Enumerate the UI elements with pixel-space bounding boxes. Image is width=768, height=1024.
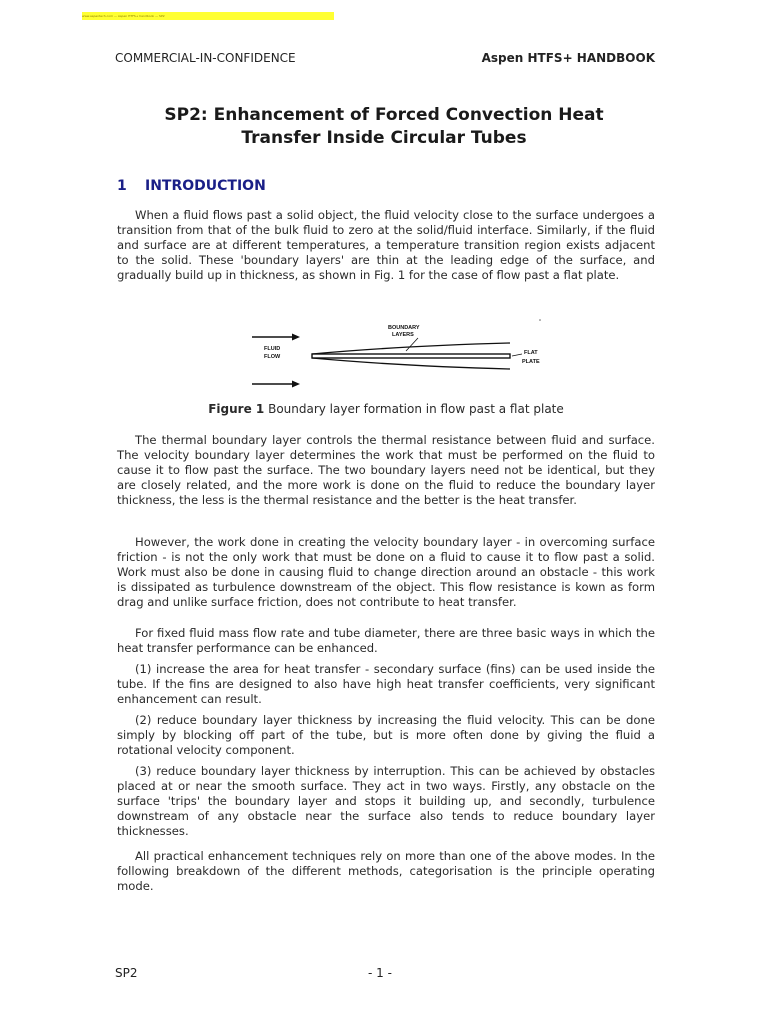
figure-label: Figure 1: [208, 402, 265, 416]
title-line-1: SP2: Enhancement of Forced Convection Heat: [164, 105, 604, 125]
paragraph-thermal: The thermal boundary layer controls the thermal resistance between fluid and surface. The velocity boundary layer determines the work that must be performed on the fluid to cause it to flow past the surface. The two boundary layers need not be identical, but they are closely related, and the more work is done on the fluid to reduce the boundary layer thickness, the less is the thermal resistance and the better is the heat transfer.: [117, 433, 655, 507]
paragraph-mode-1: (1) increase the area for heat transfer - secondary surface (fins) can be used inside the tube. If the fins are designed to also have high heat transfer coefficients, very significant enhancement can result.: [117, 662, 655, 706]
page-header: [115, 51, 655, 65]
paragraph-intro: When a fluid flows past a solid object, the fluid velocity close to the surface undergoes a transition from that of the bulk fluid to zero at the solid/fluid interface. Similarly, if the fluid and surface are at different temperatures, a temperature transition region exists adjacent to the solid. These 'boundary layers' are thin at the leading edge of the surface, and gradually build up in thickness, as shown in Fig. 1 for the case of flow past a flat plate.: [117, 208, 655, 282]
label-plate: PLATE: [522, 359, 540, 365]
paragraph-mode-3: (3) reduce boundary layer thickness by interruption. This can be achieved by obstacles placed at or near the smooth surface. They act in two ways. Firstly, any obstacle on the surface 'trips' the boundary layer and stops it building up, and secondly, turbulence downstream of any obstacle near the surface also tends to reduce boundary layer thicknesses.: [117, 764, 655, 838]
boundary-layer-lower: [312, 358, 510, 369]
paragraph-form-drag: However, the work done in creating the velocity boundary layer - in overcoming surface friction - is not the only work that must be done on a fluid to cause it to flow past a solid. Work must also be done in causing fluid to change direction around an obstacle - this work is dissipated as turbulence downstream of the object. This flow resistance is kown as form drag and unlike surface friction, does not contribute to heat transfer.: [117, 535, 655, 609]
figure-boundary-layer: [250, 318, 550, 393]
figure-caption-text: Boundary layer formation in flow past a flat plate: [264, 402, 564, 416]
label-flow: FLOW: [264, 354, 281, 360]
handbook-title: Aspen HTFS+ HANDBOOK: [481, 51, 655, 65]
confidentiality-label: COMMERCIAL-IN-CONFIDENCE: [115, 51, 296, 65]
document-title: [100, 104, 668, 150]
flow-arrow-top: [252, 334, 300, 341]
footer-section-code: SP2: [115, 966, 138, 980]
boundary-layer-upper: [312, 343, 510, 354]
page-number: - 1 -: [368, 966, 392, 980]
page-footer: [115, 966, 655, 980]
section-title: INTRODUCTION: [145, 178, 266, 194]
section-heading: [117, 178, 266, 194]
label-layers: LAYERS: [392, 332, 414, 338]
title-line-2: Transfer Inside Circular Tubes: [241, 128, 527, 148]
paragraph-mode-2: (2) reduce boundary layer thickness by increasing the fluid velocity. This can be done simply by blocking off part of the tube, but is more often done by giving the fluid a rotational velocity component.: [117, 713, 655, 757]
label-fluid: FLUID: [264, 346, 281, 352]
paragraph-basic-ways: For fixed fluid mass flow rate and tube diameter, there are three basic ways in which the heat transfer performance can be enhanced.: [117, 626, 655, 655]
figure-caption: [117, 402, 655, 416]
boundary-layer-diagram: [250, 318, 550, 393]
section-number: 1: [117, 178, 127, 194]
paragraph-practical: All practical enhancement techniques rely on more than one of the above modes. In the following breakdown of the different methods, categorisation is the principle operating mode.: [117, 849, 655, 893]
flat-plate: [312, 354, 510, 358]
top-banner: www.aspentech.com — Aspen HTFS+ handbook — SP2: [82, 12, 334, 20]
label-flat: FLAT: [524, 350, 538, 356]
flow-arrow-bottom: [252, 381, 300, 388]
label-boundary: BOUNDARY: [388, 325, 420, 331]
